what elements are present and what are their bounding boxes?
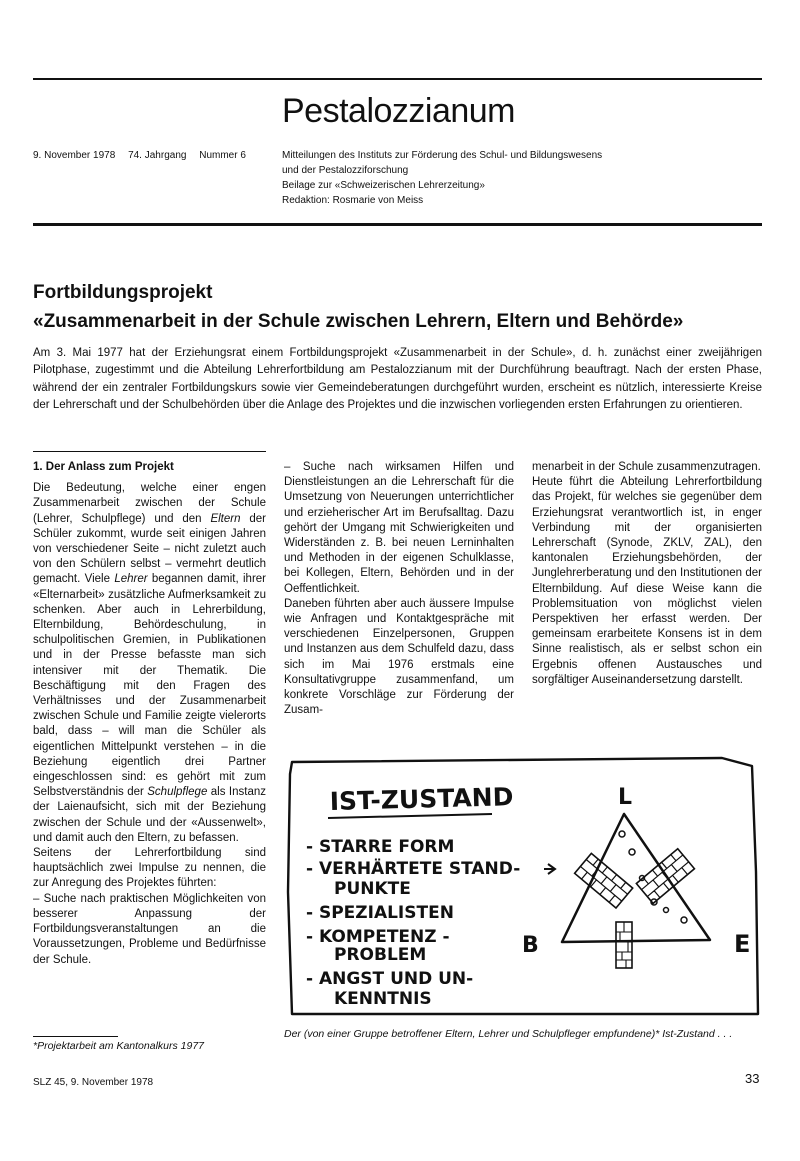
column-3 [532,460,762,688]
meta-line: Mitteilungen des Instituts zur Förderung des Schul- und Bildungswesens [282,150,603,161]
text-run: Die Bedeutung, welche einer engen Zusammenarbeit zwischen der Schule (Lehrer, Schulpflege) und den [33,482,266,525]
figure-item: PROBLEM [334,945,427,965]
text-run: der Schüler zukommt, wurde seit einigen Jahren von verschiedener Seite – nicht zuletzt auch von den Schülern selbst – vermehrt deutlich gemacht. Viele [33,512,266,586]
emphasis-schulpflege: Schulpflege [147,786,208,799]
figure-item: - VERHÄRTETE STAND- [306,859,521,879]
figure-heading: IST-ZUSTAND [329,782,514,816]
masthead-meta [282,148,762,208]
lead-paragraph: Am 3. Mai 1977 hat der Erziehungsrat einem Fortbildungsprojekt «Zusammenarbeit in der Schule», d. h. zunächst einer zweijährigen Pilotphase, zugestimmt und die Abteilung Lehrerfortbildung am Pestalozzianum mit der Durchführung beauftragt. Nach der ersten Phase, während der ein zentraler Fortbildungskurs sowie vier Gemeindeberatungen durchgeführt wurden, erscheint es nützlich, interessierte Kreise der Lehrerschaft und der Schulbehörden über die Anlage des Projektes und die inzwischen vorliegenden ersten Erfahrungen zu orientieren. [33,347,762,412]
meta-line: und der Pestalozziforschung [282,165,409,176]
footnote-rule [33,1036,118,1037]
meta-line: Redaktion: Rosmarie von Meiss [282,195,424,206]
col2-paragraph-1: – Suche nach wirksamen Hilfen und Dienstleistungen an die Lehrerschaft für die Umsetzung von Neuerungen unterrichtlicher und erzieherischer Art im Berufsalltag. Dazu gehört der Umgang mit Schwierigkeiten und Widerständen z. B. bei neuen Lerninhalten und Methoden in der eigenen Schulklasse, bei Kollegen, Eltern, Behörden und in der Oeffentlichkeit. [284,461,514,595]
footnote: *Projektarbeit am Kantonalkurs 1977 [33,1040,205,1052]
col1-paragraph-2: Seitens der Lehrerfortbildung sind hauptsächlich zwei Impulse zu nennen, die zur Anregung des Projektes führten: [33,847,266,890]
arrow-to-triangle [544,864,555,874]
column-top-rule [33,451,266,452]
issue-date: 9. November 1978 [33,150,116,161]
masthead-bottom-rule [33,223,762,226]
column-2 [284,460,514,718]
meta-line: Beilage zur «Schweizerischen Lehrerzeitung» [282,180,485,191]
issue-number: Nummer 6 [199,150,246,161]
triangle-label-l: L [618,785,633,810]
figure-drawing [282,752,766,1020]
footer-source: SLZ 45, 9. November 1978 [33,1077,154,1088]
section-title: 1. Der Anlass zum Projekt [33,461,174,473]
triangle-dot [664,908,669,913]
figure-item: PUNKTE [334,879,411,899]
col3-paragraph-1: menarbeit in der Schule zusammenzutragen. [532,461,761,473]
headline-line-2: «Zusammenarbeit in der Schule zwischen Lehrern, Eltern und Behörde» [33,311,684,332]
issue-info [33,150,256,161]
article-headline [33,278,773,336]
issue-volume: 74. Jahrgang [128,150,187,161]
triangle-label-b: B [522,933,539,958]
masthead-title: Pestalozzianum [282,92,516,130]
hand-drawn-figure [282,752,766,1020]
figure-item: - KOMPETENZ - [306,927,450,947]
triangle-lbe [562,814,710,942]
col2-paragraph-2: Daneben führten aber auch äussere Impulse wie Anfragen und Kontaktgespräche mit verschiedenen Einzelpersonen, Gruppen und Instanzen aus dem Schulfeld dazu, dass sich im Mai 1976 erstmals eine Konsultativgruppe zusammenfand, um konkrete Vorschläge zur Förderung der Zusam- [284,597,514,717]
emphasis-eltern: Eltern [210,512,241,525]
col1-paragraph-1 [33,481,266,846]
triangle-label-e: E [734,930,751,958]
figure-item: KENNTNIS [334,989,432,1009]
headline-line-1: Fortbildungsprojekt [33,282,213,303]
emphasis-lehrer: Lehrer [114,573,148,586]
brick-wall-right [636,849,694,904]
figure-item: - ANGST UND UN- [306,969,474,989]
brick-wall-bottom [616,922,632,968]
text-run: als Instanz der Laienaufsicht, sich mit der Beziehung zwischen der Schule und der «Aussenwelt», und damit auch den Eltern, zu befassen. [33,786,266,844]
col1-paragraph-3: – Suche nach praktischen Möglichkeiten von besserer Anpassung der Fortbildungsveranstaltungen an die Voraussetzungen, Probleme und Bedürfnisse der Schule. [33,892,266,966]
figure-caption: Der (von einer Gruppe betroffener Eltern, Lehrer und Schulpfleger empfundene)* Ist-Zustand . . . [284,1028,733,1040]
column-1 [33,460,266,968]
triangle-dot [629,849,635,855]
page-number: 33 [745,1071,760,1086]
figure-item: - SPEZIALISTEN [306,903,454,923]
text-run: begannen damit, ihrer «Elternarbeit» zusätzliche Aufmerksamkeit zu schenken. Aber auch in Lehrerbildung, Elternbildung, Behördeschulung, in schulpolitischen Gremien, in Publikationen und in der Presse befasste man sich intensiver mit der Thematik. Die Beschäftigung mit den Fragen des Verhältnisses und der Zusammenarbeit zwischen Schule und Familie zeigte vielerorts bald, dass – will man die Schüler als eigentlichen Mittelpunkt verstehen – in die Beziehung eigentlich drei Partner eingeschlossen sind: es gehört mit zum Selbstverständnis der [33,573,267,799]
figure-item: - STARRE FORM [306,837,455,857]
top-rule [33,78,762,80]
triangle-dot [619,831,625,837]
triangle-dot [681,917,687,923]
col3-paragraph-2: Heute führt die Abteilung Lehrerfortbildung das Projekt, für welches sie gegenüber dem Erziehungsrat verantwortlich ist, in enger Verbindung mit der organisierten Lehrerschaft (Synode, ZKLV, ZAL), den kantonalen Erziehungsbehörden, der Junglehrerberatung und den Institutionen der Elternbildung. Auf diese Weise kann die Problemsituation von möglichst vielen Perspektiven her erfasst werden. Der gemeinsam erarbeitete Konsens ist in dem Sinne realistisch, als er selbst schon ein Ergebnis offenen Austausches und sorgfältiger Auseinandersetzung darstellt. [532,476,762,686]
